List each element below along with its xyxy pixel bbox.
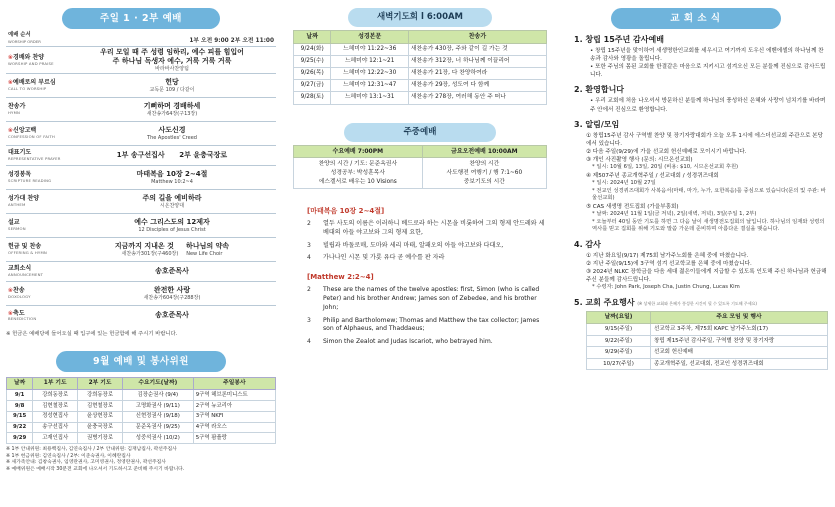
- verse-text: Philip and Bartholomew; Thomas and Matthew the tax collector; James son of Alphaeus, and Thaddaeus;: [323, 316, 540, 333]
- verse: [307, 254, 547, 263]
- news-s4-2: ② 지난 주일(9/15)에 3구역 섬겨 선교학교를 은혜 중에 마쳤습니다.: [586, 261, 752, 268]
- worship-item-content: 주의 길을 예비하라 시온찬양대: [68, 190, 276, 214]
- midweek-title: 주중예배: [344, 123, 496, 142]
- verse-number: 2: [307, 286, 311, 294]
- worship-item-content: 송호준목사: [68, 306, 276, 326]
- events-table: [586, 311, 828, 370]
- dawn-header: 성경본문: [331, 31, 408, 44]
- worship-item-content: 우리 모일 때 주 성령 임하리, 예수 피를 힘입어 주 하나님 독생자 예수, 거룩 거룩 거룩 바라바사찬양팀: [68, 47, 276, 74]
- fri-cell: 찬양의 시간 사도행전 여행기 / 행 7:1~60 중보기도의 시간: [422, 158, 546, 189]
- table-cell: 종교개혁주일, 선교대회, 전교인 성경퀴즈대회: [651, 358, 828, 369]
- table-cell: 9/27(금): [294, 80, 331, 92]
- table-cell: 새찬송가 21장, 다 찬양하여라: [408, 67, 546, 79]
- midweek-table: [293, 145, 547, 190]
- worship-times: 1부 오전 9:00 2부 오전 11:00: [189, 38, 274, 45]
- worship-item-content: 예수 그리스도의 12제자 12 Disciples of Jesus Christ: [68, 214, 276, 238]
- servants-header: 날짜: [7, 378, 33, 390]
- table-cell: 정성현집사: [33, 411, 78, 422]
- table-cell: 10/27(주일): [587, 358, 651, 369]
- table-cell: 권병기장로: [78, 433, 123, 444]
- worship-item-label: ❀찬송 DOXOLOGY: [6, 282, 68, 306]
- table-cell: 김장순권사 (9/4): [122, 390, 193, 401]
- worship-row: [6, 214, 276, 238]
- table-cell: 느헤미야 13:1~31: [331, 92, 408, 104]
- servants-header: 주일봉사: [193, 378, 275, 390]
- order-label-en: WORSHIP ORDER: [8, 38, 41, 44]
- worship-item-content: 마태복음 10장 2~4절 Matthew 10:2~4: [68, 166, 276, 190]
- table-row: [294, 92, 547, 104]
- news-s1-b2: • 또한 주님의 몸된 교회를 한결같은 마음으로 지키시고 섬겨오신 모든 분들께 진심으로 감사드립니다.: [590, 64, 826, 79]
- worship-title: 주일 1 · 2부 예배: [62, 8, 220, 29]
- worship-item-label: 성가대 찬양 ANTHEM: [6, 190, 68, 214]
- worship-item-content: 지금까지 지내온 것 하나님의 약속 새찬송가301장(구460장) New Life Choir: [68, 238, 276, 262]
- worship-item-content: 송호준목사: [68, 262, 276, 282]
- verse-text: These are the names of the twelve apostles: first, Simon (who is called Peter) and his brother Andrew; James son of Zebedee, and his brother John;: [323, 286, 540, 311]
- flower-icon: ❀: [8, 127, 14, 135]
- news-s3-3a: * 일시: 10월 6일, 13일, 20일 (비용: $10, 시므온선교회 후원): [592, 164, 739, 171]
- servants-table: [6, 377, 276, 444]
- news-s2: 2. 환영합니다: [574, 85, 625, 95]
- flower-icon: ❀: [8, 287, 14, 295]
- table-row: [294, 43, 547, 55]
- table-cell: 9/15(주일): [587, 324, 651, 335]
- servants-header: 수요기도(날짜): [122, 378, 193, 390]
- dawn-table: [293, 30, 547, 105]
- news-s4-3: ③ 2024년 NLKC 장학금을 다음 세대 젊은이들에게 지급할 수 있도록 인도해 주신 하나님과 헌금해 주신 분들께 감사드립니다.: [586, 269, 827, 284]
- worship-row: [6, 166, 276, 190]
- verse-text: 열두 사도의 이름은 이러하니 베드로라 하는 시몬을 비롯하여 그의 형제 안드레와 세베대의 아들 야고보와 그의 형제 요한,: [323, 219, 545, 236]
- worship-item-content: 기뻐하며 경배하세 새찬송가64장(구13장): [68, 98, 276, 122]
- table-cell: 느헤미야 12:1~21: [331, 55, 408, 67]
- worship-order-header: [6, 32, 276, 45]
- table-cell: 강희동장로: [78, 390, 123, 401]
- table-cell: 김현철장로: [78, 401, 123, 412]
- verse-number: 3: [307, 316, 311, 324]
- news-s3-5b: * 오늘부터 40일 동안 기도를 하면 그 다음 날이 새생명전도집회의 날입니다. 하나님의 임재와 성령의 역사를 믿고 집회를 위해 기도와 말씀 가운데 준비하며 아름다운 결실을 맺습니다.: [592, 218, 825, 233]
- worship-item-label: 설교 SERMON: [6, 214, 68, 238]
- worship-item-content: 사도신경 The Apostles' Creed: [68, 122, 276, 146]
- servants-header: 1부 기도: [33, 378, 78, 390]
- table-cell: 9/29(주일): [587, 347, 651, 358]
- middle-column: [289, 0, 551, 507]
- table-cell: 고재인집사: [33, 433, 78, 444]
- servants-header: 2부 기도: [78, 378, 123, 390]
- dawn-header: 찬송가: [408, 31, 546, 44]
- table-cell: 9/1: [7, 390, 33, 401]
- table-row: [587, 335, 828, 346]
- table-cell: 9/22: [7, 422, 33, 433]
- table-cell: 느헤미야 12:31~47: [331, 80, 408, 92]
- table-cell: 송구선집사: [33, 422, 78, 433]
- table-cell: 성중석권사 (10/2): [122, 433, 193, 444]
- news-s4-3a: * 수령자: John Park, Joseph Cha, Justin Chung, Lucas Kim: [592, 284, 740, 291]
- worship-item-content: 1부 송구선집사 2부 윤충국장로: [68, 146, 276, 166]
- table-cell: 새찬송가 278장, 여러해 동안 주 떠나: [408, 92, 546, 104]
- verse-number: 3: [307, 241, 311, 249]
- worship-row: [6, 306, 276, 326]
- reading-title-ko: [마태복음 10장 2~4절]: [307, 207, 385, 216]
- events-header: 날짜(요일): [587, 312, 651, 324]
- order-label: 예배 순서: [8, 32, 31, 38]
- table-cell: 창립 제15주년 감사주일, 구역별 찬양 및 장기자랑: [651, 335, 828, 346]
- verse-number: 4: [307, 338, 311, 346]
- table-row: [7, 422, 276, 433]
- dawn-title: 새벽기도회 l 6:00AM: [348, 8, 492, 27]
- table-cell: 새찬송가 312장, 너 하나님께 이끌리어: [408, 55, 546, 67]
- table-row: [587, 358, 828, 369]
- table-cell: 5구역 팜플랑: [193, 433, 275, 444]
- worship-item-label: 찬송가 HYMN: [6, 98, 68, 122]
- table-cell: 신현정권사 (9/18): [122, 411, 193, 422]
- table-row: [294, 55, 547, 67]
- news-s3-5a: * 날짜: 2024년 11월 1일(금 저녁), 2일(새벽, 저녁), 3일(주일 1, 2부): [592, 211, 757, 217]
- scripture-reading: [293, 207, 547, 347]
- wed-cell: 찬양의 시간 / 기도: 문준옥권사 성경공부: 박성훈목사 에스겔서로 배우는 10 Visions: [294, 158, 423, 189]
- table-cell: 2구역 뉴코리아: [193, 401, 275, 412]
- news-s3-1: ① 창립15주년 감사 구역별 찬양 및 장기자랑대회가 오늘 오후 1시에 에스더선교회 주관으로 본당에서 있습니다.: [586, 132, 823, 147]
- table-cell: 선교회 헌신예배: [651, 347, 828, 358]
- servants-note: ※ 1부 안내위원: 최용백집사, 김연숙집사 / 2부 안내위원: 김재남집사, 곽선주집사: [6, 447, 177, 453]
- table-cell: 9/28(토): [294, 92, 331, 104]
- news-s4-1: ① 지난 화요일(9/17) 제75회 남가주노회를 은혜 중에 마쳤습니다.: [586, 253, 749, 260]
- wed-header: 수요예배 7:00PM: [294, 145, 423, 158]
- servants-note: ※ 1부 헌금위원: 김연숙집사 / 2부: 이준숙권사, 이혜란집사: [6, 453, 131, 459]
- worship-row: [6, 262, 276, 282]
- table-cell: 느헤미야 12:22~30: [331, 67, 408, 79]
- table-cell: 9/25(수): [294, 55, 331, 67]
- table-cell: 강희동장로: [33, 390, 78, 401]
- verse-text: Simon the Zealot and Judas Iscariot, who betrayed him.: [323, 338, 493, 346]
- verse-number: 2: [307, 219, 311, 227]
- table-row: [7, 390, 276, 401]
- table-cell: 9구역 헤브론미니스트: [193, 390, 275, 401]
- news-s3-4: ④ 제507주년 종교개혁주일 / 선교대회 / 성경퀴즈대회: [586, 172, 719, 179]
- news-s3-5: ⑤ CAS 새생명 전도집회 (가을부흥회): [586, 203, 679, 210]
- table-cell: 선교학교 3주차, 제75회 KAPC 남가주노회(17): [651, 324, 828, 335]
- verses-en: [307, 286, 547, 347]
- table-cell: 9/26(목): [294, 67, 331, 79]
- news-s3-4a: * 일시: 2024년 10월 27일: [592, 179, 656, 186]
- worship-row: [6, 98, 276, 122]
- verse-text: 가나나인 시몬 및 가룟 유다 곧 예수를 판 자라: [323, 254, 445, 262]
- worship-item-label: ❀축도 BENEDICTION: [6, 306, 68, 326]
- worship-row: [6, 74, 276, 98]
- servants-title: 9월 예배 및 봉사위원: [56, 351, 226, 372]
- table-row: [7, 401, 276, 412]
- table-row: [7, 433, 276, 444]
- worship-row: [6, 146, 276, 166]
- worship-item-label: ❀예배로의 부르심 CALL TO WORSHIP: [6, 74, 68, 98]
- servants-note: ※ 예배위원은 예배시작 30분전 교회에 나오셔서 기도하시고 준비해 주시기 바랍니다.: [6, 466, 185, 472]
- table-cell: 새찬송가 29장, 성도여 다 함께: [408, 80, 546, 92]
- news-s3-4b: * 전교인 성경퀴즈대회가 사복음서(마태, 마가, 누가, 요한복음)를 중심으로 있습니다(문의 및 주관: 바울선교회): [592, 187, 826, 202]
- table-cell: 4구역 라오스: [193, 422, 275, 433]
- table-row: [587, 324, 828, 335]
- table-cell: 9/29: [7, 433, 33, 444]
- news-title: 교 회 소 식: [611, 8, 781, 29]
- news-s4: 4. 감사: [574, 240, 601, 250]
- verse: [307, 338, 547, 347]
- worship-row: [6, 190, 276, 214]
- right-column: [558, 0, 835, 507]
- reading-title-en: [Matthew 2:2~4]: [307, 273, 374, 282]
- worship-item-label: 성경봉독 SCRIPTURE READING: [6, 166, 68, 190]
- worship-item-label: 헌금 및 찬송 OFFERING & HYMN: [6, 238, 68, 262]
- verse: [307, 242, 547, 251]
- worship-row: [6, 282, 276, 306]
- table-cell: 9/8: [7, 401, 33, 412]
- dawn-header: 날짜: [294, 31, 331, 44]
- table-row: [294, 67, 547, 79]
- worship-item-content: 헌당 교독문 109 / 다같이: [68, 74, 276, 98]
- worship-item-label: 대표기도 REPRESENTATIVE PRAYER: [6, 146, 68, 166]
- verses-ko: [307, 220, 547, 263]
- news-s1-b1: • 창립 15주년을 맞이하여 새생명한인교회를 세우시고 여기까지 도우신 에벤에셀의 하나님께 찬송과 감사와 영광을 돌립니다.: [590, 48, 824, 63]
- table-row: [294, 80, 547, 92]
- flower-icon: ❀: [8, 79, 14, 87]
- worship-row: [6, 122, 276, 146]
- news-s5: 5. 교회 주요행사 (※ 상세한 교회와 은혜가 풍성한 시간이 될 수 있도록 기도해 주세요): [574, 298, 757, 308]
- table-row: [7, 411, 276, 422]
- table-cell: 문준옥권사 (9/25): [122, 422, 193, 433]
- news-s3: 3. 알림/모임: [574, 119, 620, 129]
- worship-order-table: [6, 46, 276, 325]
- worship-item-label: ❀신앙고백 CONFESSION OF FAITH: [6, 122, 68, 146]
- church-news: [564, 35, 827, 370]
- left-column: [0, 0, 282, 507]
- news-s1: 1. 창립 15주년 감사예배: [574, 35, 664, 44]
- table-cell: 9/24(화): [294, 43, 331, 55]
- table-cell: 김현철장로: [33, 401, 78, 412]
- worship-item-label: 교회소식 ANNOUNCEMENT: [6, 262, 68, 282]
- servants-note: ※ 새가족안내: 김창숙권사, 임영란권사, 고미영권사, 정영란권사, 곽선주집사: [6, 460, 166, 466]
- table-cell: 9/15: [7, 411, 33, 422]
- offering-note: ※ 헌금은 예배당에 들어오실 때 입구에 있는 헌금함에 해 주시기 바랍니다.: [6, 330, 178, 337]
- table-cell: 3구역 NKFI: [193, 411, 275, 422]
- news-s2-b1: • 우리 교회에 처음 나오셔서 방문하신 분들께 하나님의 풍성하신 은혜와 사랑이 넘치기를 바라며 주 안에서 진심으로 환영합니다.: [590, 98, 826, 113]
- verse-number: 4: [307, 254, 311, 262]
- flower-icon: ❀: [8, 54, 14, 61]
- verse: [307, 220, 547, 238]
- table-cell: 새찬송가 430장, 주와 같이 길 가는 것: [408, 43, 546, 55]
- worship-item-content: 완전한 사랑 새찬송가604장(구288장): [68, 282, 276, 306]
- verse: [307, 317, 547, 335]
- events-header: 주요 모임 및 행사: [651, 312, 828, 324]
- verse: [307, 286, 547, 312]
- table-cell: 느헤미야 11:22~36: [331, 43, 408, 55]
- fri-header: 금요오전예배 10:00AM: [422, 145, 546, 158]
- verse-text: 빌립과 바돌로매, 도마와 세리 마태, 알패오의 아들 야고보와 다대오,: [323, 241, 504, 249]
- news-s3-2: ② 다음 주일(9/29)에 가을 선교회 헌신예배로 모이시기 바랍니다.: [586, 148, 747, 155]
- worship-item-label: ❀경배와 찬양 WORSHIP AND PRAISE: [6, 47, 68, 74]
- news-s3-3: ③ 개인 사진촬영 행사 (문의: 시므온선교회): [586, 156, 693, 163]
- table-cell: 고명화권사 (9/11): [122, 401, 193, 412]
- table-row: [587, 347, 828, 358]
- flower-icon: ❀: [8, 309, 14, 317]
- worship-row: [6, 238, 276, 262]
- worship-row: [6, 47, 276, 74]
- table-cell: 윤상현장로: [78, 411, 123, 422]
- table-cell: 9/22(주일): [587, 335, 651, 346]
- table-cell: 윤충국장로: [78, 422, 123, 433]
- servants-notes: [6, 447, 276, 473]
